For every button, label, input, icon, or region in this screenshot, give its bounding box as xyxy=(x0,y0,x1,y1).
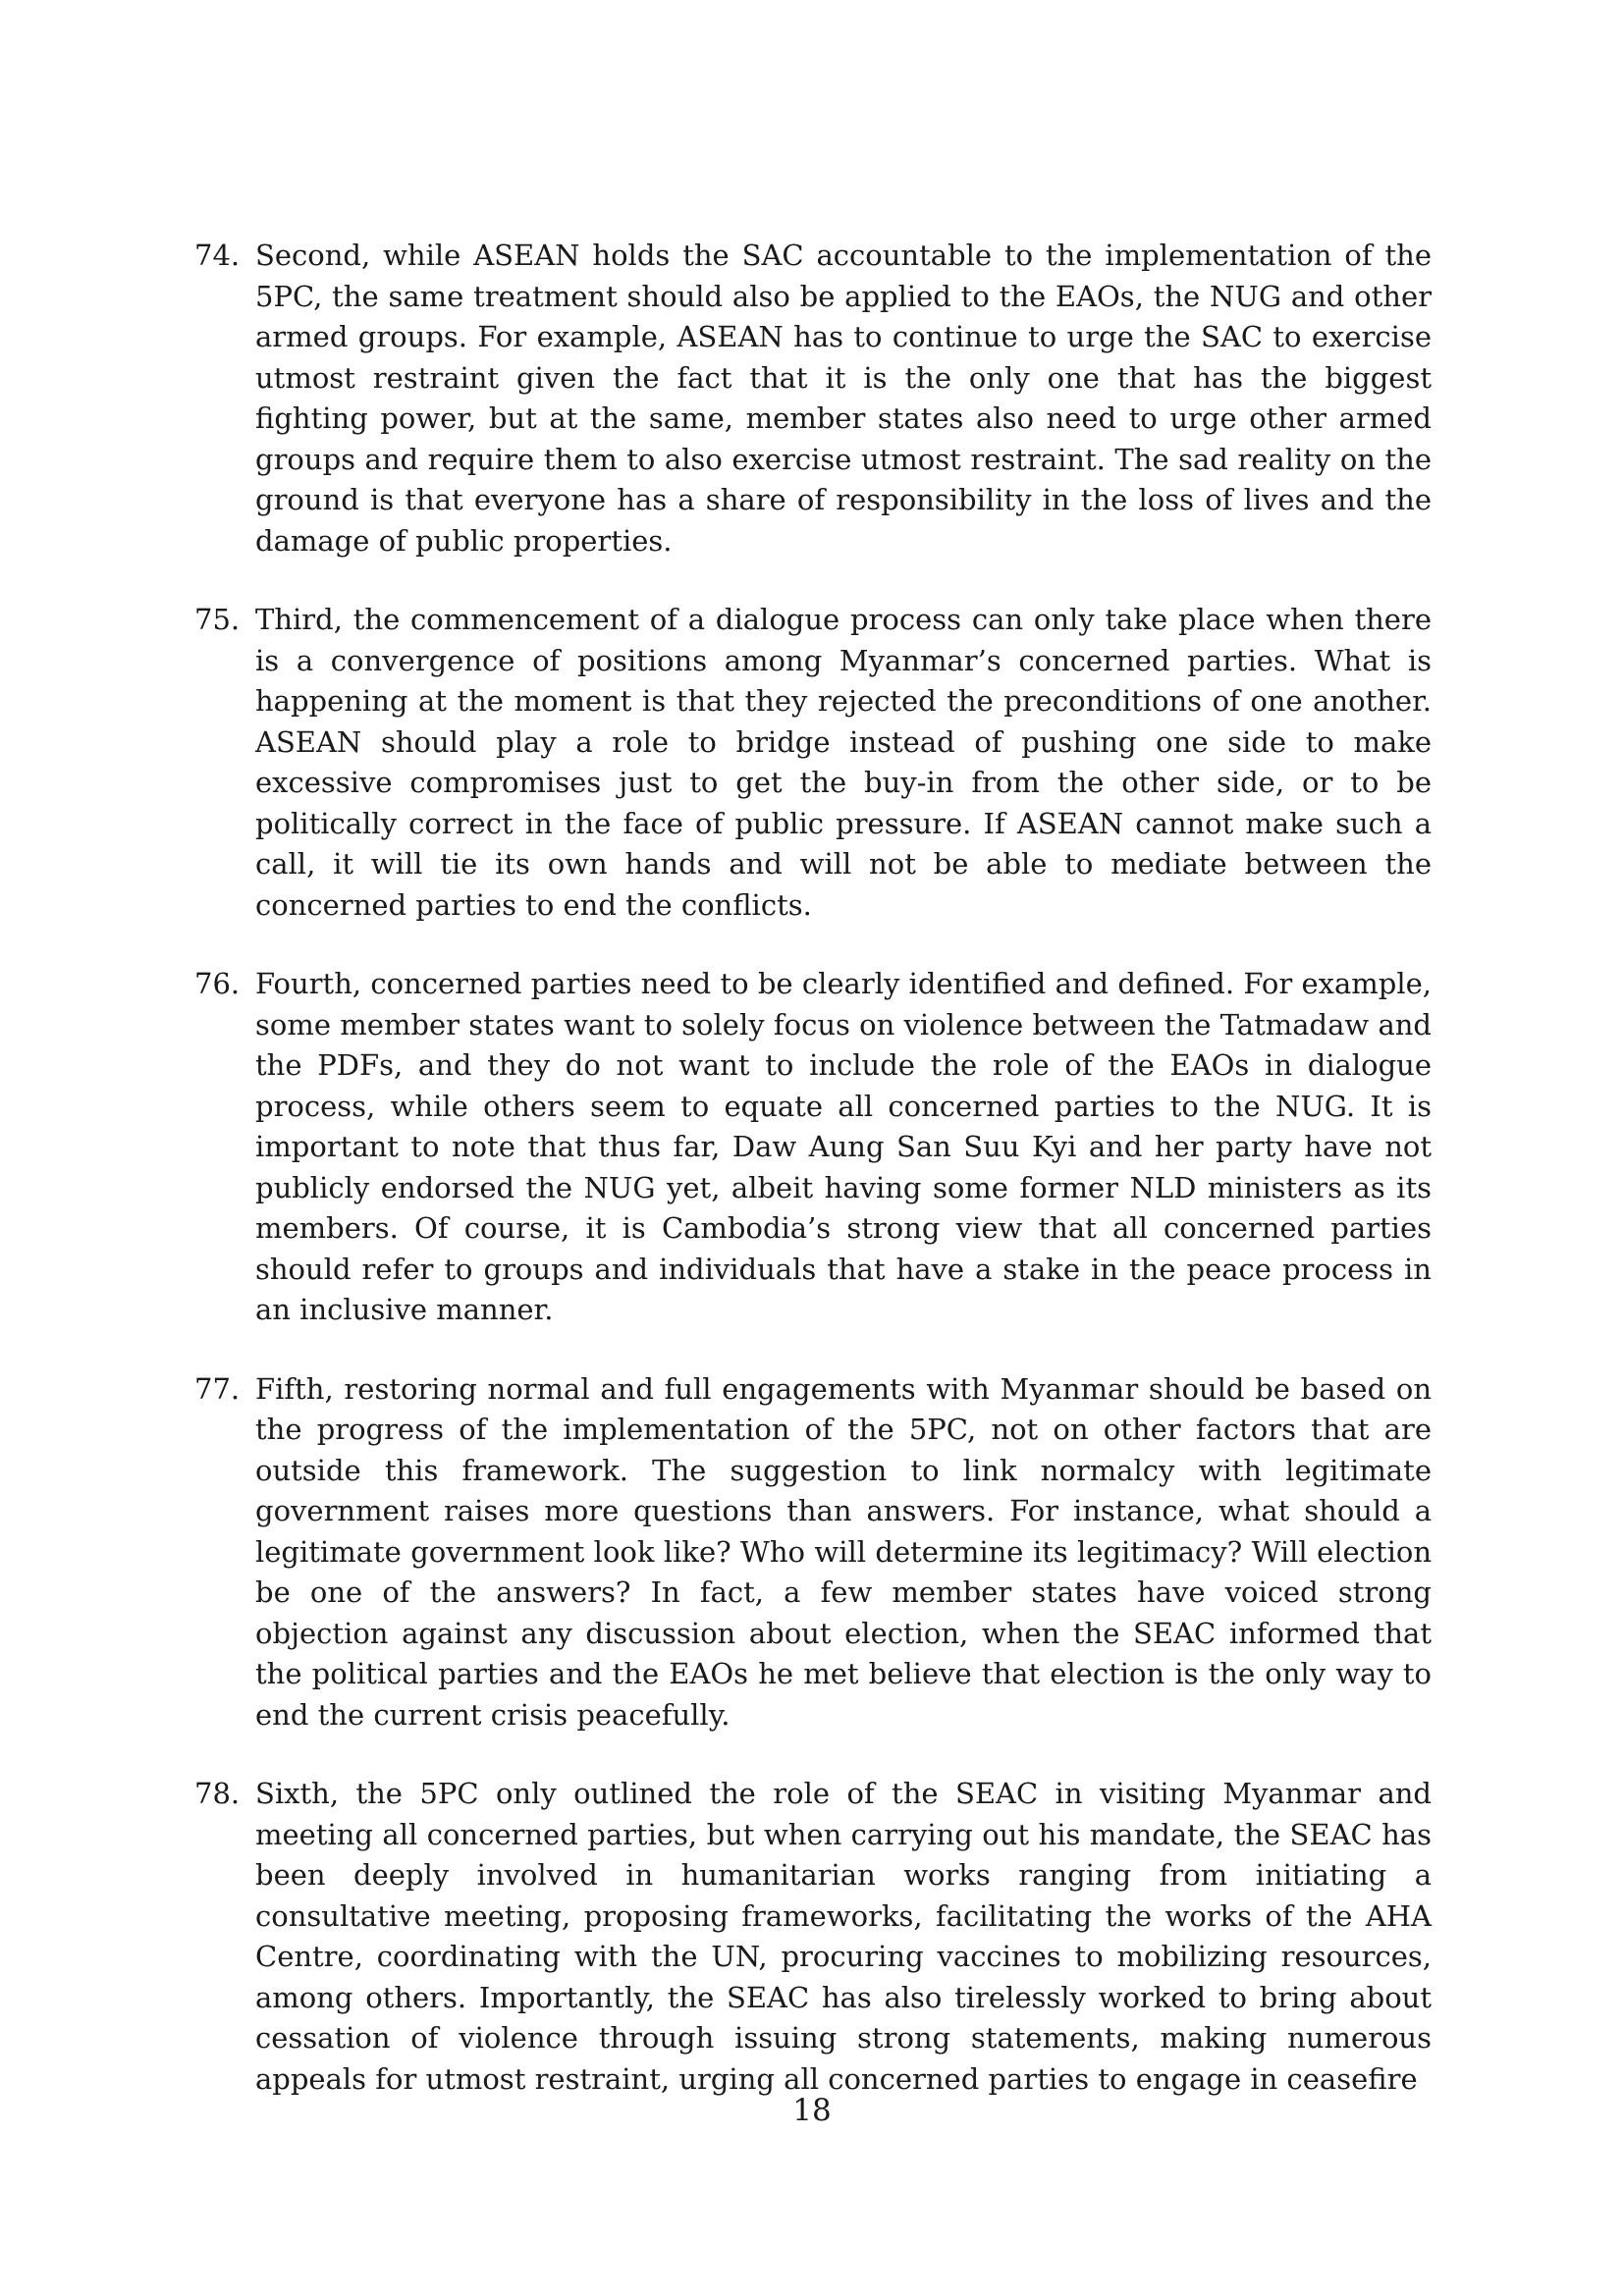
paragraph-77 xyxy=(194,1369,1432,1736)
paragraph-text: Fifth, restoring normal and full engagements with Myanmar should be based on the progress of the implementation of the 5PC, not on other factors that are outside this framework. The suggestion to link normalcy with legitimate government raises more questions than answers. For instance, what should a legitimate government look like? Who will determine its legitimacy? Will election be one of the answers? In fact, a few member states have voiced strong objection against any discussion about election, when the SEAC informed that the political parties and the EAOs he met believe that election is the only way to end the current crisis peacefully. xyxy=(255,1371,1432,1732)
paragraph-number: 78. xyxy=(194,1777,241,1810)
paragraph-78 xyxy=(194,1774,1432,2100)
paragraph-number: 77. xyxy=(194,1371,241,1406)
paragraph-number: 75. xyxy=(194,603,241,636)
paragraph-text: Second, while ASEAN holds the SAC accountable to the implementation of the 5PC, the same treatment should also be applied to the EAOs, the NUG and other armed groups. For example, ASEAN has to continue to urge the SAC to exercise utmost restraint given the fact that it is the only one that has the biggest fighting power, but at the same, member states also need to urge other armed groups and require them to also exercise utmost restraint. The sad reality on the ground is that everyone has a share of responsibility in the loss of lives and the damage of public properties. xyxy=(255,239,1432,558)
page-number: 18 xyxy=(792,2093,832,2128)
paragraph-text: Fourth, concerned parties need to be clearly identified and defined. For example, some member states want to solely focus on violence between the Tatmadaw and the PDFs, and they do not want to include the role of the EAOs in dialogue process, while others seem to equate all concerned parties to the NUG. It is important to note that thus far, Daw Aung San Suu Kyi and her party have not publicly endorsed the NUG yet, albeit having some former NLD ministers as its members. Of course, it is Cambodia’s strong view that all concerned parties should refer to groups and individuals that have a stake in the peace process in an inclusive manner. xyxy=(255,967,1432,1326)
paragraph-75 xyxy=(194,600,1432,926)
paragraph-74 xyxy=(194,236,1432,561)
paragraph-text: Sixth, the 5PC only outlined the role of the SEAC in visiting Myanmar and meeting all concerned parties, but when carrying out his mandate, the SEAC has been deeply involved in humanitarian works ranging from initiating a consultative meeting, proposing frameworks, facilitating the works of the AHA Centre, coordinating with the UN, procuring vaccines to mobilizing resources, among others. Importantly, the SEAC has also tirelessly worked to bring about cessation of violence through issuing strong statements, making numerous appeals for utmost restraint, urging all concerned parties to engage in ceasefire xyxy=(255,1777,1432,2096)
paragraph-76 xyxy=(194,964,1432,1331)
paragraph-text: Third, the commencement of a dialogue process can only take place when there is a convergence of positions among Myanmar’s concerned parties. What is happening at the moment is that they rejected the preconditions of one another. ASEAN should play a role to bridge instead of pushing one side to make excessive compromises just to get the buy-in from the other side, or to be politically correct in the face of public pressure. If ASEAN cannot make such a call, it will tie its own hands and will not be able to mediate between the concerned parties to end the conflicts. xyxy=(255,603,1432,922)
paragraph-number: 74. xyxy=(194,239,241,272)
paragraph-number: 76. xyxy=(194,967,241,1000)
document-body xyxy=(194,236,1432,2138)
